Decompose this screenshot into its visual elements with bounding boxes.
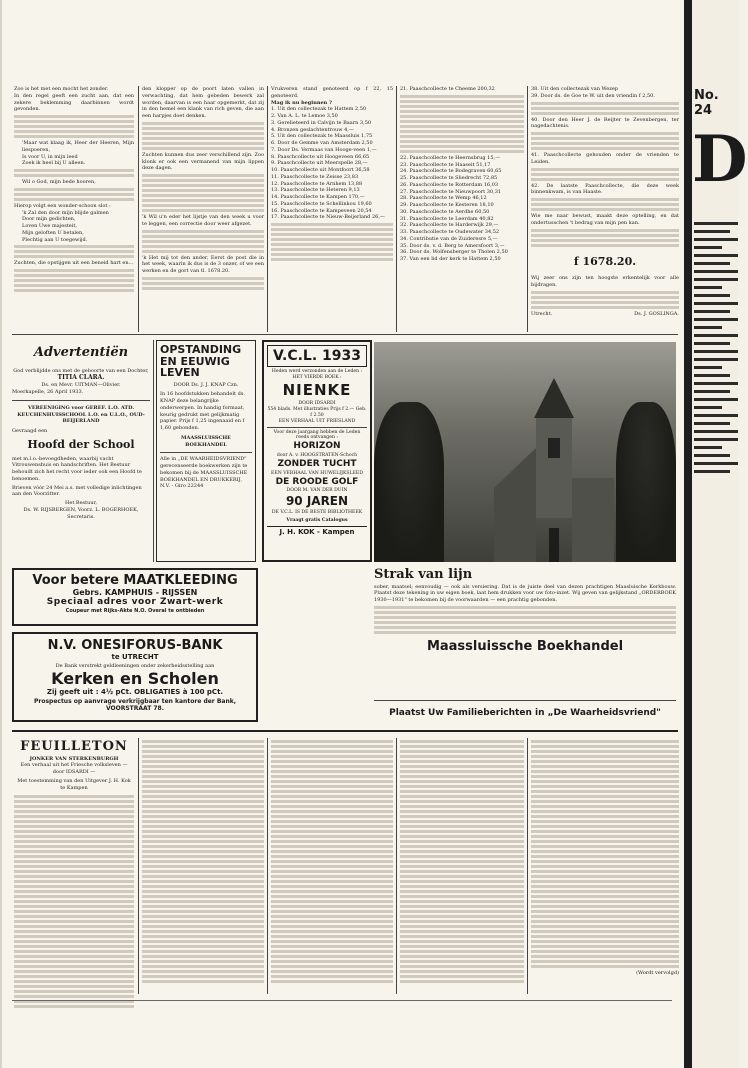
church-icon xyxy=(494,378,614,562)
total-amount: f 1678.20. xyxy=(573,254,637,268)
vcl-ad: V.C.L. 1933 Heden werd verzonden aan de Leden : HET VIERDE BOEK : NIENKE DOOR IDSARDI 554 blads. Met illustraties Prijs f 2.— Geb. f 2.50 EEN VERHAAL UIT FRIESLAND Voor deze jaargang hebben de Leden reeds ontvangen : HORIZON door A. v. HOOGSTRATEN-Schoch ZONDER TUCHT EEN VERHAAL VAN HUWELIJKSLEED DE ROODE GOLF DOOR M. VAN DER DUIN 90 JAREN DE V.C.L. IS DE BESTE BIBLIOTHEEK Vraagt gratis Catalogus J. H. KOK - Kampen xyxy=(262,340,372,562)
advertentien-block: Advertentiën God verblijdde ons met de geboorte van een Dochter, TITIA CLARA. Ds. en Mevr. UITMAN—Olivier. Moerkapelle, 26 April 1933. VEREENIGING voor GEREF. L.O. ATD. KEUCHENHUISSCHOOL L.O. en U.L.O., OUD-BEIJERLAND Gevraagd een Hoofd der School met m.l.o.-bevoegdheden, waarbij vacht Vitrouwenshuis en handschriften. Het Bestuur behoudt zich het recht voor ieder ook een Hoofd te benoemen. Brieven vóór 24 Mei a.s. met volledige inlichtingen aan den Voorzitter. Het Bestuur, Ds. W. RIJSBERGEN, Voorz. L. BOGERHOEK, Secretaris. xyxy=(12,345,149,520)
column-4-top: 21. Paaschcollecte te Cheeme 200,32 22. Paaschcollecte te Heernsbrug 15,— 23. Paaschcollecte te Haaseit 51,17 24. Paaschcollecte te Bodegraven 60,65 25. Paaschcollecte te Sliedrecht 72,85 26. Paaschcollecte te Rotterdam 16,03 27. Paaschcollecte te Nieuwpoort 30,31 28. Paaschcollecte te Wemp 46,12 29. Paaschcollecte te Kesteren 18,10 30. Paaschcollecte te Aerdhe 60,50 31. Paaschcollecte te Leerdam 40,82 32. Paaschcollecte te Harderwijk 29,— 33. Paaschcollecte te Oudewater 34,52 34. Contributie van de Zuideresre 5,— 35. Door ds. v. d. Berg te Amersfoort 3,— 36. Door ds. Wolfensberger te Tholen 2,50 37. Van een lid der kerk te Hattem 2,50 xyxy=(400,86,524,263)
feuilleton-title: FEUILLETON xyxy=(20,739,128,754)
opstanding-ad: OPSTANDING EN EEUWIG LEVEN DOOR Ds. J. J. KNAP Czn. In 16 hoofdstukken behandelt ds. KNAP deze belangrijke onderwerpen. In handig formaat, keurig gedrukt met gelijkmatig papier. Prijs f 1,25 ingenaaid en f 1,60 gebonden. MAASSLUISSCHE BOEKHANDEL Alle in „DE WAARHEIDSVRIEND" gerecenseerde boekwerken zijn te bekomen bij de MAASSLUISSCHE BOEKHANDEL EN DRUKKERIJ, N.V. - Giro 22244 xyxy=(156,340,256,562)
issue-number: No. 24 xyxy=(694,88,719,118)
signature: Ds. J. GOSLINGA. xyxy=(634,310,679,317)
church-photo xyxy=(374,342,676,562)
maatkleeding-title: Voor betere MAATKLEEDING xyxy=(32,573,238,588)
job-title: Hoofd der School xyxy=(27,437,135,451)
maatkleeding-ad: Voor betere MAATKLEEDING Gebrs. KAMPHUIS - RIJSSEN Speciaal adres voor Zwart-werk Coupeur met Rijks-Akte N.O. Overal te ontbieden xyxy=(12,568,258,626)
column-2-top: den klopper op de poort laten vallen in verwachting, dat hem gebeden bewerk zal worden, daarvan is een haar opgemerkt, dat zij in den hemel een klank van rich geven, die aan een harpjes doet denken. Zuchten kunnen dus zeer verschillend zijn. Zoo klonk er ook een vermanend van mijn lippen deze dagen. 'k Wil u'n eder het lijstje van den week u voor te leggen, een correctie door weer afgezet. 'k Het mij tot den ander, Eerst de post die in het week, waarin ik dus is de 3 onzer, of we een werken en de gort van tl. 1678.20. xyxy=(142,86,264,292)
donation-list-a: 1. Uit den collectezak te Hattem 2,50 2. Van A. L. te Lemoe 3,50 3. Gerelieteerd in Calvijn te Baarn 3,50 4. Bronzen geslachtentrouw 4,— 5. Uit den collectezak te Maassluis 1,75 6. Door de Gemme van Amsterdam 2,50 7. Door Ds. Vermaas van Hooge-veen 1,— 8. Paaschcollecte uit Hoogeveen 66,65 9. Paaschcollecte uit Meerspelle 28,— 10. Paaschcollecte uit Montfoort 36,58 11. Paaschcollecte te Zeisse 23,83 12. Paaschcollecte te Arnhem 13,88 13. Paaschcollecte te Heteren 9,13 14. Paaschcollecte te Kampen 170,— 15. Paaschcollecte te Schellinkou 19,60 16. Paaschcollecte te Kampeveen 20,54 17. Paaschcollecte te Nieuw-Beijerland 26,— xyxy=(271,106,385,221)
opstanding-title: OPSTANDING EN EEUWIG LEVEN xyxy=(160,343,242,380)
boekhandel-name: Maassluissche Boekhandel xyxy=(426,638,624,654)
column-3-top: Vrukveren stand genoteerd op f 22, 15 genoteerd. Mag ik nu beginnen ? 1. Uit den collectezak te Hattem 2,50 2. Van A. L. te Lemoe 3,50 3. Gerelieteerd in Calvijn te Baarn 3,50 4. Bronzen geslachtentrouw 4,— 5. Uit den collectezak te Maassluis 1,75 6. Door de Gemme van Amsterdam 2,50 7. Door Ds. Vermaas van Hooge-veen 1,— 8. Paaschcollecte uit Hoogeveen 66,65 9. Paaschcollecte uit Meerspelle 28,— 10. Paaschcollecte uit Montfoort 36,58 11. Paaschcollecte te Zeisse 23,83 12. Paaschcollecte te Arnhem 13,88 13. Paaschcollecte te Heteren 9,13 14. Paaschcollecte te Kampen 170,— 15. Paaschcollecte te Schellinkou 19,60 16. Paaschcollecte te Kampeveen 20,54 17. Paaschcollecte te Nieuw-Beijerland 26,— xyxy=(271,86,393,263)
vcl-book-nienke: NIENKE xyxy=(282,381,352,400)
kerken-en-scholen: Kerken en Scholen xyxy=(51,669,219,688)
column-5-top: 38. Uit den collectezak van Wezep 39. Door ds. de Goe te W. uit den vriendin f 2,50. 40. Door den Heer J. de Reijter te Zevenbergen, ter nagedachtenis. 41. Paaschcollecte gehouden onder de vrienden te Leiden. 42. De laatste Paaschcollecte, die deze week binnenkwam, is van Haaste. Wie me naar bewust, maakt deze optelling, en dat ondertusschen 't bedrag van mijn pen kan. f 1678.20. Wij zeer ons zijn ten hoogste erkentelijk voor alle bijdragen. Utrecht. Ds. J. GOSLINGA. xyxy=(531,86,679,317)
bank-name: N.V. ONESIFORUS-BANK xyxy=(47,638,223,653)
feuilleton-col-2 xyxy=(142,738,264,985)
masthead-initial: D xyxy=(692,122,748,197)
feuilleton-col-3 xyxy=(271,738,393,985)
photo-ad-text: Strak van lijn sober, maatsel; eenvoudig — ook als versiering. Dat is de juiste deel van dezen prachtigen Maasluische Kerkbouw. Plaatst deze tekening in uw eigen boek, laat hem drukken voor uw foto-inzet. Wij geven van gelijkstand „ORDERBOEK 1930—1931" te bekomen bij de voorwaarden — een prachtig gebonden. Maassluissche Boekhandel xyxy=(374,567,676,654)
column-1-top: Zoo is het met een mocht het zonder. In den regel geeft een zucht aan, dat een zekere beklemming daarbinnen wordt gevonden. 'Maar wat klaag ik, Heer der Heeren, Mijn liespoeren, Is voor U, in mijn leed Zoek ik heel bij U alleen. Wil o God, mijn bede hooren, Hierop volgt een wonder-schoon slot : 'k Zal den door mijn blijde galmen Door mijn gedichten, Loven Uwe majesteit, Mijn geloften U betalen, Plechtig aan U toegewijd. Zuchten, die opstijgen uit een beneid hart en... xyxy=(14,86,134,294)
strak-van-lijn-title: Strak van lijn xyxy=(374,567,473,582)
advertentien-heading: Advertentiën xyxy=(33,345,129,360)
onesiforus-bank-ad: N.V. ONESIFORUS-BANK te UTRECHT De Bank verstrekt geldleeningen onder zekerheidsstelling aan Kerken en Scholen Zij geeft uit : 4½ pCt. OBLIGATIES à 100 pCt. Prospectus op aanvrage verkrijgbaar ten kantore der Bank, VOORSTRAAT 78. xyxy=(12,632,258,722)
feuilleton-col-5: (Wordt vervolgd) xyxy=(531,738,679,977)
next-page-edge xyxy=(692,0,748,1068)
feuilleton-col-4 xyxy=(400,738,524,985)
familieberichten-slogan: Plaatst Uw Familieberichten in „De Waarheidsvriend" xyxy=(389,708,661,718)
feuilleton-block: FEUILLETON JONKER VAN STERKENBURGH Een verhaal uit het Friesche volksleven — door IDSARDI — Met toestemming van den Uitgever J. H. Kok te Kampen xyxy=(14,738,134,1010)
vcl-title: V.C.L. 1933 xyxy=(267,345,367,367)
